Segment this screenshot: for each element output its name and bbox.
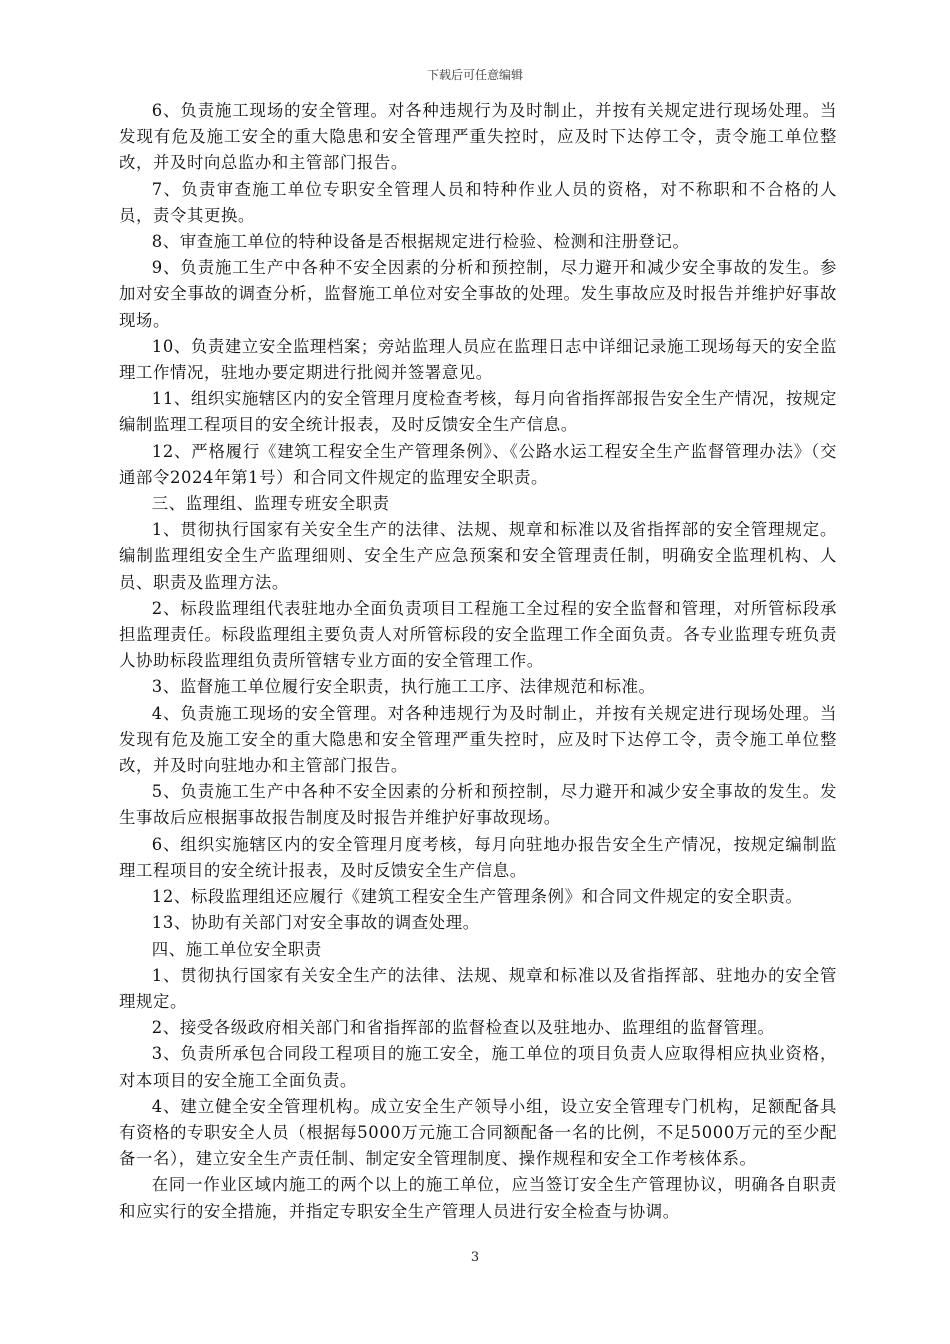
paragraph: 12、严格履行《建筑工程安全生产管理条例》、《公路水运工程安全生产监督管理办法》（交通部令2024年第1号）和合同文件规定的监理安全职责。 [119,441,837,487]
paragraph: 3、监督施工单位履行安全职责，执行施工工序、法律规范和标准。 [151,677,656,697]
paragraph: 在同一作业区域内施工的两个以上的施工单位，应当签订安全生产管理协议，明确各自职责和应实行的安全措施，并指定专职安全生产管理人员进行安全检查与协调。 [119,1175,837,1221]
paragraph: 9、负责施工生产中各种不安全因素的分析和预控制，尽力避开和减少安全事故的发生。参加对安全事故的调查分析，监督施工单位对安全事故的处理。发生事故应及时报告并维护好事故现场。 [119,258,837,330]
paragraph: 2、接受各级政府相关部门和省指挥部的监督检查以及驻地办、监理组的监督管理。 [151,1018,775,1038]
paragraph: 3、负责所承包合同段工程项目的施工安全，施工单位的项目负责人应取得相应执业资格，对本项目的安全施工全面负责。 [119,1044,837,1090]
section-heading: 四、施工单位安全职责 [151,939,322,959]
paragraph: 5、负责施工生产中各种不安全因素的分析和预控制，尽力避开和减少安全事故的发生。发生事故后应根据事故报告制度及时报告并维护好事故现场。 [119,782,837,828]
paragraph: 4、建立健全安全管理机构。成立安全生产领导小组，设立安全管理专门机构，足额配备具有资格的专职安全人员（根据每5000万元施工合同额配备一名的比例，不足5000万元的至少配备一名），建立安全生产责任制、制定安全管理制度、操作规程和安全工作考核体系。 [119,1096,837,1169]
paragraph: 1、贯彻执行国家有关安全生产的法律、法规、规章和标准以及省指挥部、驻地办的安全管理规定。 [119,965,837,1011]
paragraph: 10、负责建立安全监理档案；旁站监理人员应在监理日志中详细记录施工现场每天的安全监理工作情况，驻地办要定期进行批阅并签署意见。 [119,336,837,383]
paragraph: 7、负责审查施工单位专职安全管理人员和特种作业人员的资格，对不称职和不合格的人员，责令其更换。 [119,179,837,225]
paragraph: 13、协助有关部门对安全事故的调查处理。 [151,913,480,933]
paragraph: 1、贯彻执行国家有关安全生产的法律、法规、规章和标准以及省指挥部的安全管理规定。编制监理组安全生产监理细则、安全生产应急预案和安全管理责任制，明确安全监理机构、人员、职责及监理方法。 [119,520,837,592]
paragraph: 12、标段监理组还应履行《建筑工程安全生产管理条例》和合同文件规定的安全职责。 [151,887,803,907]
paragraph: 11、组织实施辖区内的安全管理月度检查考核，每月向省指挥部报告安全生产情况，按规定编制监理工程项目的安全统计报表，及时反馈安全生产信息。 [119,389,837,435]
paragraph: 2、标段监理组代表驻地办全面负责项目工程施工全过程的安全监督和管理，对所管标段承担监理责任。标段监理组主要负责人对所管标段的安全监理工作全面负责。各专业监理专班负责人协助标段监理组负责所管辖专业方面的安全管理工作。 [119,598,837,671]
paragraph: 6、负责施工现场的安全管理。对各种违规行为及时制止，并按有关规定进行现场处理。当发现有危及施工安全的重大隐患和安全管理严重失控时，应及时下达停工令，责令施工单位整改，并及时向总监办和主管部门报告。 [119,101,837,173]
page-number: 3 [470,1250,480,1265]
paragraph: 8、审查施工单位的特种设备是否根据规定进行检验、检测和注册登记。 [151,232,690,252]
paragraph: 6、组织实施辖区内的安全管理月度考核，每月向驻地办报告安全生产情况，按规定编制监理工程项目的安全统计报表，及时反馈安全生产信息。 [119,834,837,880]
paragraph: 4、负责施工现场的安全管理。对各种违规行为及时制止，并按有关规定进行现场处理。当发现有危及施工安全的重大隐患和安全管理严重失控时，应及时下达停工令，责令施工单位整改，并及时向驻地办和主管部门报告。 [119,703,837,776]
page-header: 下载后可任意编辑 [426,68,523,82]
document-body [119,98,837,1225]
section-heading: 三、监理组、监理专班安全职责 [151,494,390,514]
